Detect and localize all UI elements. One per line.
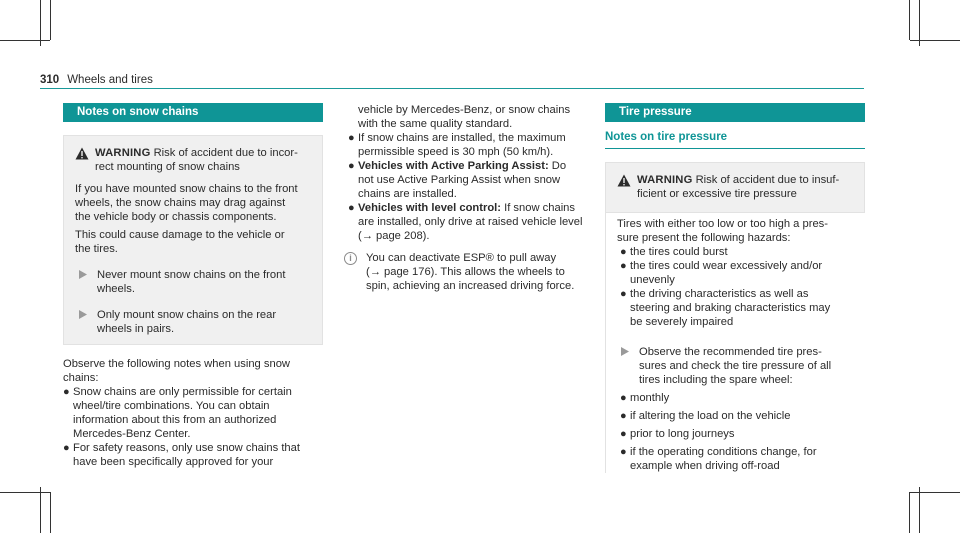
paragraph: This could cause damage to the vehicle or the tires. [75, 229, 285, 255]
crop-mark [50, 492, 51, 533]
list-item: ● if altering the load on the vehicle [620, 410, 791, 422]
step-arrow-icon [621, 347, 629, 356]
bullet-dot: ● [63, 442, 70, 454]
page-header [40, 73, 864, 87]
bullet-dot: ● [620, 446, 627, 458]
instruction-step: Never mount snow chains on the front wheels. [75, 268, 311, 296]
list-item: ● Vehicles with level control: If snow chains are installed, only drive at raised vehicle level (→ page 208). [348, 202, 583, 242]
section-heading: Tire pressure [605, 103, 865, 122]
section-heading: Notes on snow chains [63, 103, 323, 122]
step-arrow-icon [79, 310, 87, 319]
warning-box [605, 162, 865, 213]
warning-text: rect mounting of snow chains [95, 161, 240, 173]
bullet-dot: ● [348, 202, 355, 214]
crop-mark [909, 0, 910, 40]
warning-triangle-icon [75, 147, 89, 160]
list-item: ● Vehicles with Active Parking Assist: Do not use Active Parking Assist when snow chains are installed. [348, 160, 567, 200]
page-number: 310 [40, 74, 60, 86]
warning-box [63, 135, 323, 345]
list-item: ● If snow chains are installed, the maximum permissible speed is 30 mph (50 km/h). [348, 132, 566, 158]
warning-text: ficient or excessive tire pressure [637, 188, 797, 200]
warning-label: WARNING [637, 174, 693, 186]
crop-mark [910, 492, 960, 493]
list-item: ● if the operating conditions change, for example when driving off-road [620, 446, 817, 472]
list-item: ● the tires could burst [620, 246, 728, 258]
warning-box-body [605, 213, 865, 473]
warning-label: WARNING [95, 147, 151, 159]
bullet-dot: ● [620, 392, 627, 404]
list-item: ● the driving characteristics as well as steering and braking characteristics may be severely impaired [620, 288, 831, 328]
bullet-dot: ● [348, 132, 355, 144]
crop-mark [910, 40, 960, 41]
bullet-list [63, 385, 323, 469]
bullet-list [617, 391, 865, 473]
crop-mark [50, 0, 51, 40]
warning-text: Risk of accident due to insuf- [695, 174, 840, 186]
bullet-dot: ● [620, 410, 627, 422]
bullet-dot: ● [63, 386, 70, 398]
subsection-heading: Notes on tire pressure [605, 130, 865, 149]
bullet-dot: ● [348, 160, 355, 172]
list-item: ● For safety reasons, only use snow chains that have been specifically approved for your [63, 442, 300, 468]
column-snow-chains-cont [334, 103, 596, 293]
bullet-dot: ● [620, 246, 627, 258]
instruction-step: Observe the recommended tire pres- sures and check the tire pressure of all tires including the spare wheel: [617, 345, 865, 387]
bullet-dot: ● [620, 288, 627, 300]
bullet-dot: ● [620, 260, 627, 272]
section-title: Wheels and tires [67, 74, 153, 86]
crop-mark [40, 487, 41, 533]
warning-text: Risk of accident due to incor- [153, 147, 298, 159]
paragraph: If you have mounted snow chains to the front wheels, the snow chains may drag against the vehicle body or chassis components. [75, 183, 298, 223]
crop-mark [0, 40, 50, 41]
column-tire-pressure [605, 103, 865, 473]
paragraph: vehicle by Mercedes-Benz, or snow chains with the same quality standard. [358, 104, 571, 130]
crop-mark [0, 492, 50, 493]
step-arrow-icon [79, 270, 87, 279]
list-item: ● monthly [620, 392, 670, 404]
bullet-list [334, 131, 596, 243]
list-item: ● the tires could wear excessively and/or unevenly [620, 260, 823, 286]
paragraph: Tires with either too low or too high a pres- sure present the following hazards: [617, 218, 828, 244]
crop-mark [909, 492, 910, 533]
warning-triangle-icon [617, 174, 631, 187]
list-item: ● Snow chains are only permissible for certain wheel/tire combinations. You can obtain information about this from an authorized Mercedes-Benz Center. [63, 386, 292, 440]
bullet-list [617, 245, 865, 329]
paragraph: Observe the following notes when using snow chains: [63, 358, 290, 384]
crop-mark [919, 487, 920, 533]
list-item: ● prior to long journeys [620, 428, 735, 440]
info-icon: i [344, 252, 357, 265]
bullet-dot: ● [620, 428, 627, 440]
column-snow-chains [63, 103, 323, 469]
header-divider [40, 88, 864, 89]
instruction-step: Only mount snow chains on the rear wheels in pairs. [75, 308, 311, 336]
info-note: i You can deactivate ESP® to pull away (→ page 176). This allows the wheels to spin, achieving an increased driving force. [334, 251, 596, 293]
